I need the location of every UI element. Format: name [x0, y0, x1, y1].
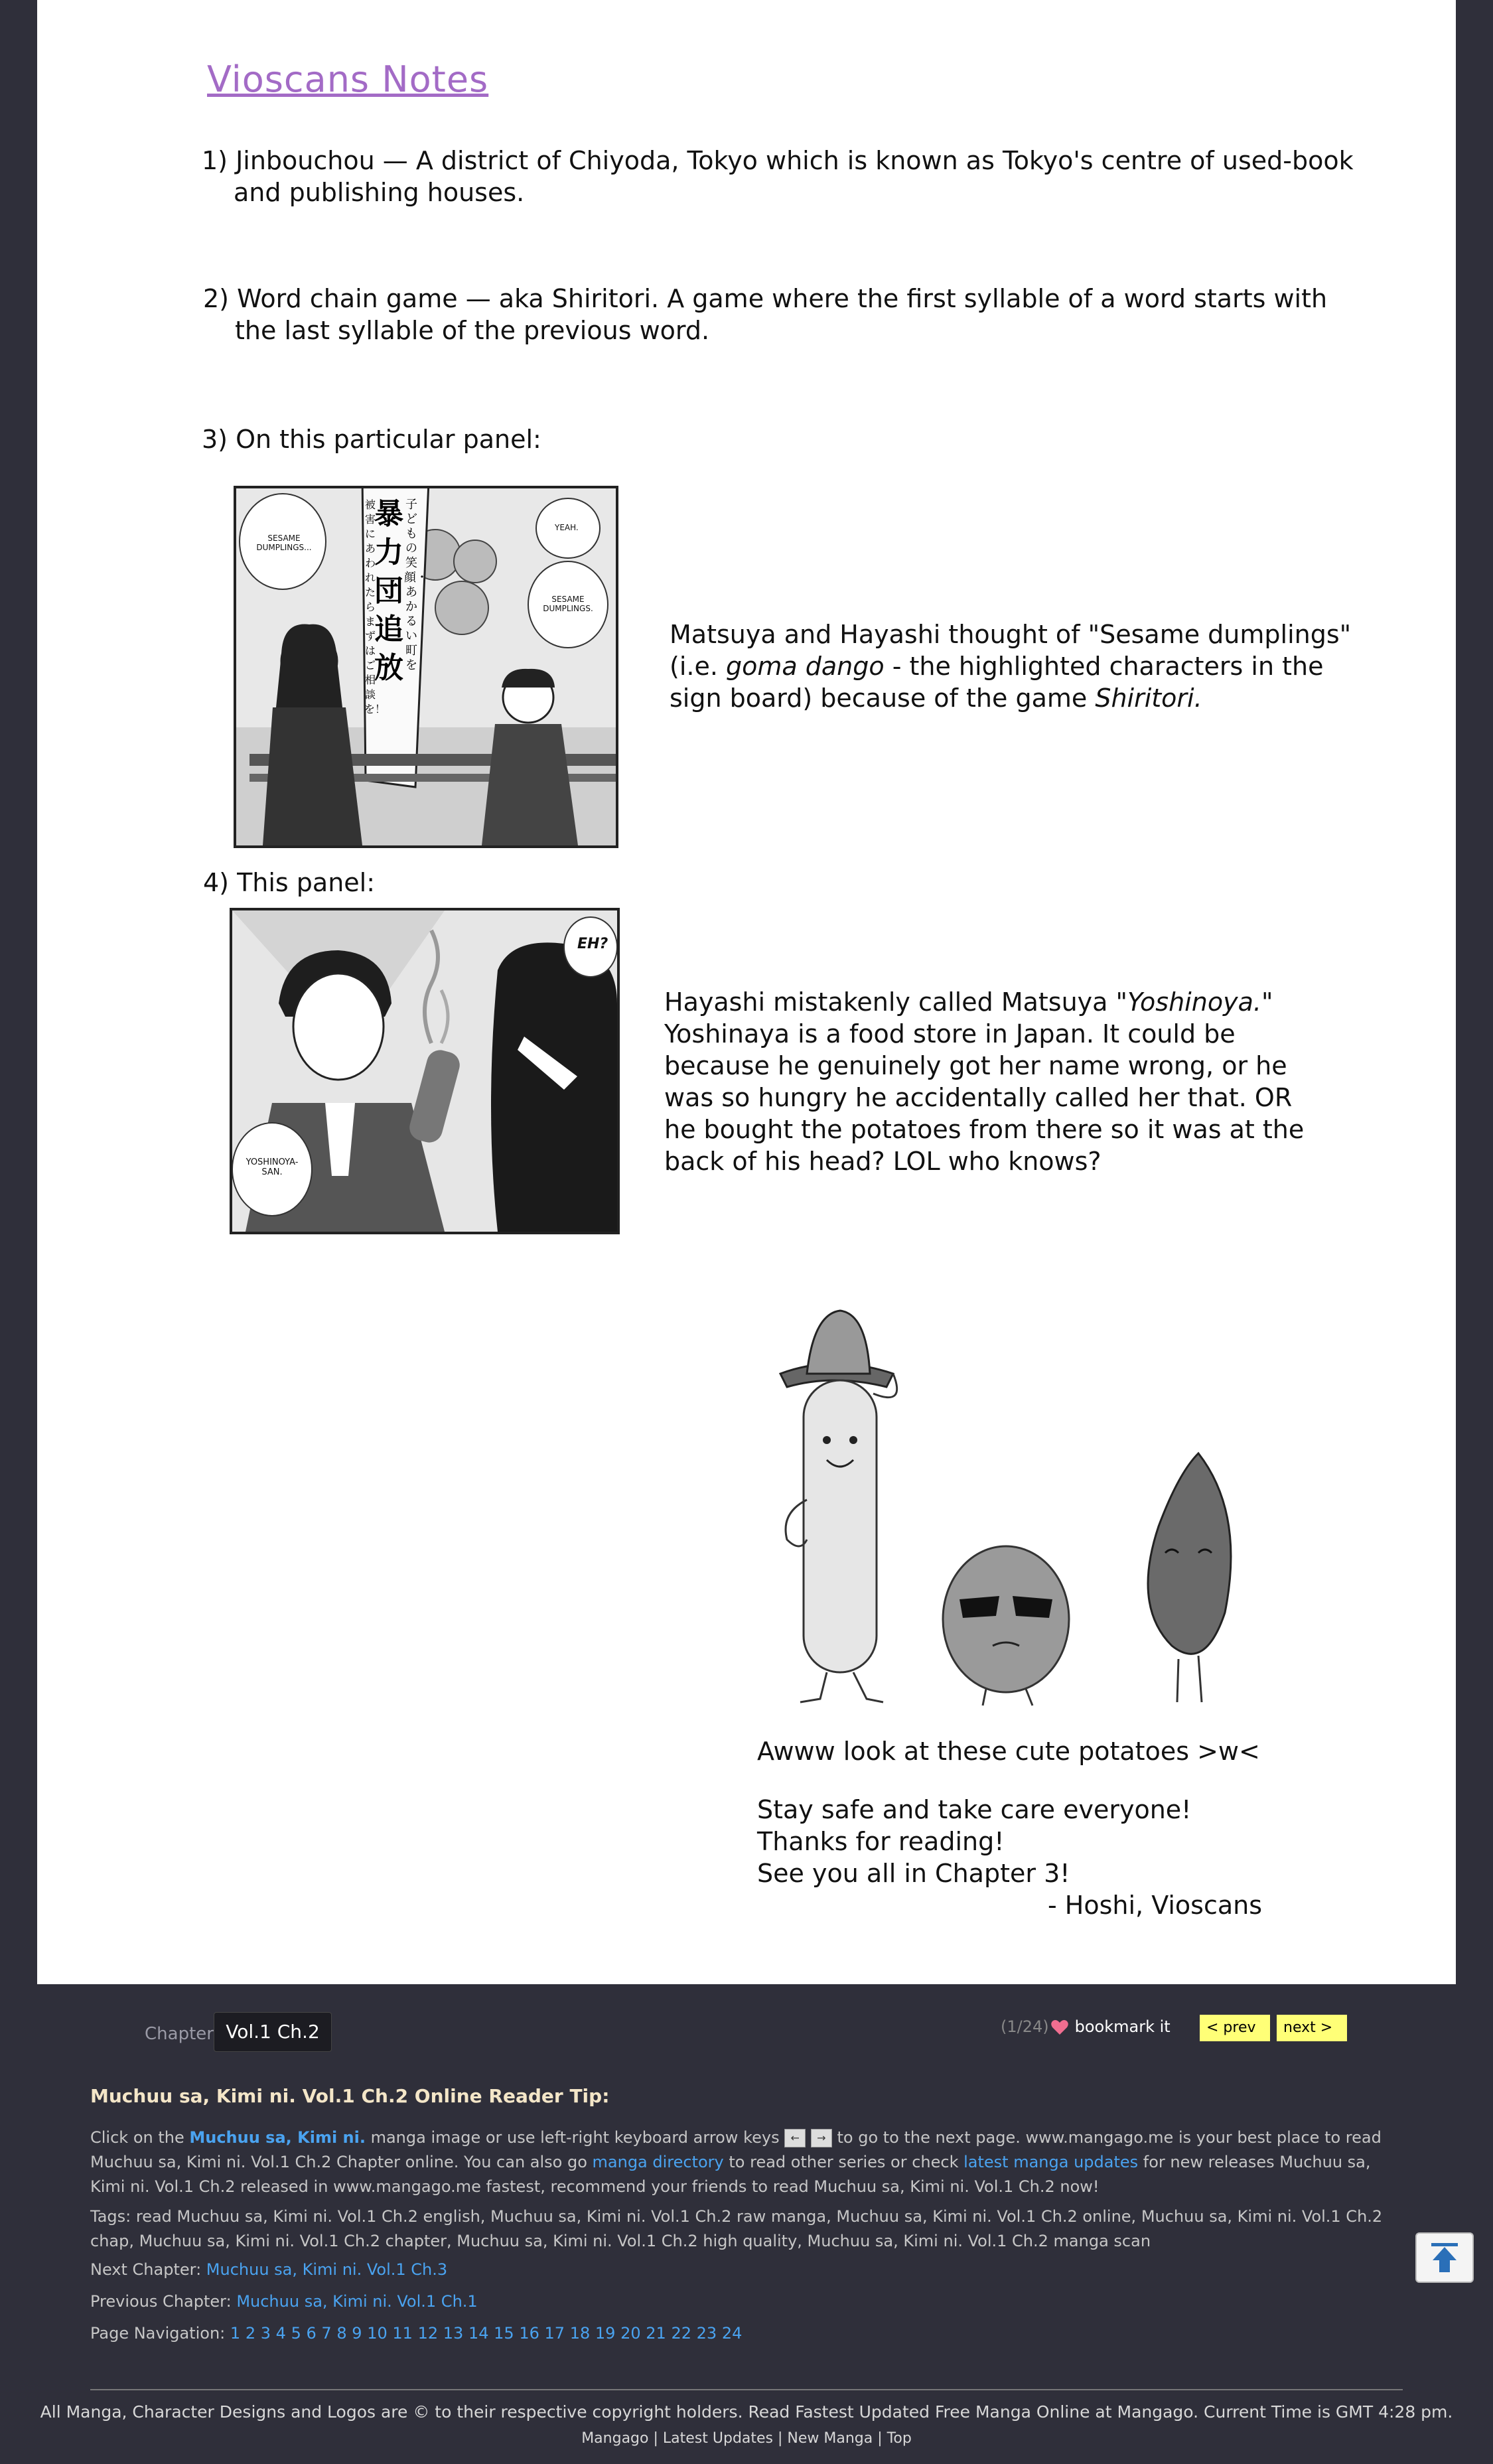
heart-icon	[1050, 2017, 1070, 2037]
note-4-caption-line-4: was so hungry he accidentally called her that. OR	[664, 1083, 1293, 1112]
page-link-10[interactable]: 10	[367, 2324, 388, 2343]
latest-updates-link[interactable]: latest manga updates	[963, 2153, 1139, 2171]
footer-link-latest-updates[interactable]: Latest Updates	[662, 2430, 774, 2447]
manga-title-link[interactable]: Muchuu sa, Kimi ni.	[189, 2128, 366, 2147]
potato-caption-line-4: See you all in Chapter 3!	[757, 1859, 1070, 1888]
page-links	[230, 2324, 742, 2343]
page-link-22[interactable]: 22	[671, 2324, 691, 2343]
note-3-caption-3a: sign board) because of the game	[670, 684, 1096, 713]
note-1	[202, 145, 1354, 208]
note-3-caption-line-2	[670, 650, 1351, 682]
note-3-caption-2a: (i.e.	[670, 652, 726, 681]
page-link-20[interactable]: 20	[620, 2324, 641, 2343]
page-link-8[interactable]: 8	[336, 2324, 347, 2343]
panel-3-sign-main: 暴力団追放	[374, 497, 403, 685]
page-link-4[interactable]: 4	[275, 2324, 286, 2343]
page-link-14[interactable]: 14	[468, 2324, 489, 2343]
note-4-heading: 4) This panel:	[203, 868, 376, 897]
arrow-up-icon	[1417, 2234, 1472, 2282]
potato-caption-line-3: Thanks for reading!	[757, 1827, 1005, 1856]
note-2	[203, 283, 1327, 346]
note-3-caption-3b: Shiritori.	[1095, 684, 1202, 713]
footer-sep-2: |	[773, 2430, 788, 2447]
tip-text-3: to go to the next page. www.mangago.me is your best place to read Muchuu sa, Kimi ni. Vol.1 Ch.2 Chapter online. You can also go	[90, 2128, 1382, 2171]
bookmark-button[interactable]	[1050, 2017, 1171, 2037]
manga-page-image[interactable]	[37, 0, 1456, 1984]
potato-caption-spacer	[757, 1767, 1262, 1794]
potato-caption-line-2: Stay safe and take care everyone!	[757, 1795, 1192, 1824]
chapter-select[interactable]: Vol.1 Ch.2	[214, 2012, 332, 2052]
footer-link-mangago[interactable]: Mangago	[581, 2430, 649, 2447]
page-link-19[interactable]: 19	[595, 2324, 616, 2343]
note-4-caption-line-1	[664, 986, 1304, 1018]
page-link-23[interactable]: 23	[696, 2324, 717, 2343]
previous-chapter-label: Previous Chapter:	[90, 2292, 237, 2311]
page-link-1[interactable]: 1	[230, 2324, 241, 2343]
copyright-text: All Manga, Character Designs and Logos are © to their respective copyright holders. Read Fastest Updated Free Manga Online at Mangago. Current Time is GMT 4:28 pm.	[40, 2402, 1453, 2422]
panel-3-sign-left: 被害にあわれたらまずはご相談を！	[364, 498, 386, 715]
note-4-caption-line-5: he bought the potatoes from there so it was at the	[664, 1115, 1305, 1144]
page-link-17[interactable]: 17	[544, 2324, 565, 2343]
note-4-caption-line-6: back of his head? LOL who knows?	[664, 1147, 1102, 1176]
previous-chapter-row	[90, 2289, 1404, 2314]
chapter-label: Chapter	[145, 2024, 214, 2044]
panel-3-bubble-left: SESAME DUMPLINGS...	[256, 534, 312, 552]
note-3-heading: 3) On this particular panel:	[202, 425, 541, 454]
tip-text-4: to read other series or check	[723, 2153, 964, 2171]
manga-panel-4	[230, 908, 620, 1234]
note-4-caption-1a: Hayashi mistakenly called Matsuya "	[664, 987, 1128, 1017]
potato-caption-signature: - Hoshi, Vioscans	[1048, 1891, 1263, 1920]
manga-panel-4-art	[232, 910, 617, 1232]
page-link-11[interactable]: 11	[392, 2324, 413, 2343]
note-1-line-1: 1) Jinbouchou — A district of Chiyoda, Tokyo which is known as Tokyo's centre of used-book	[202, 146, 1354, 175]
panel-3-sign-right: 子どもの笑顔・あかるい町を	[404, 498, 428, 672]
tip-text-2: manga image or use left-right keyboard arrow keys	[365, 2128, 785, 2147]
notes-title: Vioscans Notes	[207, 58, 489, 100]
page-link-24[interactable]: 24	[721, 2324, 743, 2343]
page-link-21[interactable]: 21	[646, 2324, 666, 2343]
footer-sep-3: |	[873, 2430, 887, 2447]
note-4-caption-1b: Yoshinoya.	[1127, 987, 1261, 1017]
manga-panel-3	[234, 486, 618, 848]
footer-link-top[interactable]: Top	[887, 2430, 912, 2447]
note-4-caption-line-3: because he genuinely got her name wrong, or he	[664, 1051, 1287, 1080]
reader-tip-paragraph	[90, 2126, 1404, 2199]
footer-links	[0, 2430, 1493, 2447]
note-4-caption-line-2: Yoshinaya is a food store in Japan. It could be	[664, 1019, 1236, 1049]
reader-tip-title: Muchuu sa, Kimi ni. Vol.1 Ch.2 Online Reader Tip:	[90, 2085, 610, 2107]
note-3-caption-line-3	[670, 682, 1351, 714]
potato-caption-line-1: Awww look at these cute potatoes >w<	[757, 1737, 1260, 1766]
reader-footer	[0, 1984, 1493, 2464]
note-1-line-2: and publishing houses.	[234, 178, 525, 207]
panel-3-bubble-right-top: YEAH.	[555, 523, 579, 532]
previous-chapter-link[interactable]: Muchuu sa, Kimi ni. Vol.1 Ch.1	[236, 2292, 478, 2311]
note-2-line-2: the last syllable of the previous word.	[235, 316, 710, 345]
tip-text-1: Click on the	[90, 2128, 190, 2147]
right-arrow-key-icon: →	[811, 2129, 832, 2147]
page-link-9[interactable]: 9	[352, 2324, 362, 2343]
note-4-caption-1c: "	[1261, 987, 1273, 1017]
note-2-line-1: 2) Word chain game — aka Shiritori. A game where the first syllable of a word starts with	[203, 284, 1328, 313]
prev-page-button[interactable]: < prev	[1200, 2015, 1270, 2041]
note-3-caption	[670, 618, 1351, 714]
left-arrow-key-icon: ←	[784, 2129, 806, 2147]
panel-4-bubble-top: EH?	[577, 936, 608, 952]
page-link-16[interactable]: 16	[519, 2324, 539, 2343]
back-to-top-button[interactable]	[1415, 2232, 1474, 2283]
tags-text: Tags: read Muchuu sa, Kimi ni. Vol.1 Ch.2 english, Muchuu sa, Kimi ni. Vol.1 Ch.2 raw manga, Muchuu sa, Kimi ni. Vol.1 Ch.2 online, Muchuu sa, Kimi ni. Vol.1 Ch.2 chap, Muchuu sa, Kimi ni. Vol.1 Ch.2 chapter, Muchuu sa, Kimi ni. Vol.1 Ch.2 high quality, Muchuu sa, Kimi ni. Vol.1 Ch.2 manga scan	[90, 2207, 1383, 2250]
footer-sep-1: |	[648, 2430, 663, 2447]
bookmark-label: bookmark it	[1074, 2017, 1171, 2036]
next-page-button[interactable]: next >	[1277, 2015, 1347, 2041]
page-link-6[interactable]: 6	[306, 2324, 317, 2343]
panel-3-bubble-right: SESAME DUMPLINGS.	[543, 595, 593, 613]
page-navigation-row	[90, 2321, 1404, 2346]
footer-link-new-manga[interactable]: New Manga	[787, 2430, 873, 2447]
page-link-13[interactable]: 13	[443, 2324, 464, 2343]
page-link-2[interactable]: 2	[245, 2324, 256, 2343]
next-chapter-label: Next Chapter:	[90, 2260, 206, 2279]
page-link-5[interactable]: 5	[291, 2324, 301, 2343]
note-3-caption-line-1: Matsuya and Hayashi thought of "Sesame dumplings"	[670, 620, 1352, 649]
page-counter: (1/24)	[1001, 2017, 1049, 2036]
note-4-caption	[664, 986, 1304, 1177]
page-link-3[interactable]: 3	[260, 2324, 271, 2343]
next-chapter-row	[90, 2258, 1404, 2282]
tip-text-5: for new releases Muchuu sa, Kimi ni. Vol.1 Ch.2 released in www.mangago.me fastest, recommend your friends to read Muchuu sa, Kimi ni. Vol.1 Ch.2 now!	[90, 2153, 1371, 2196]
potato-characters-illustration	[734, 1301, 1291, 1712]
page-link-12[interactable]: 12	[417, 2324, 439, 2343]
note-3-caption-2c: - the highlighted characters in the	[884, 652, 1324, 681]
footer-divider	[90, 2389, 1403, 2390]
page-link-18[interactable]: 18	[569, 2324, 591, 2343]
note-3-caption-2b: goma dango	[726, 652, 885, 681]
next-chapter-link[interactable]: Muchuu sa, Kimi ni. Vol.1 Ch.3	[206, 2260, 448, 2279]
manga-directory-link[interactable]: manga directory	[592, 2153, 724, 2171]
page-link-7[interactable]: 7	[321, 2324, 332, 2343]
potato-caption	[757, 1735, 1262, 1921]
panel-4-bubble-left: YOSHINOYA-SAN.	[246, 1157, 299, 1177]
page-link-15[interactable]: 15	[494, 2324, 514, 2343]
page-navigation-label: Page Navigation:	[90, 2324, 230, 2343]
